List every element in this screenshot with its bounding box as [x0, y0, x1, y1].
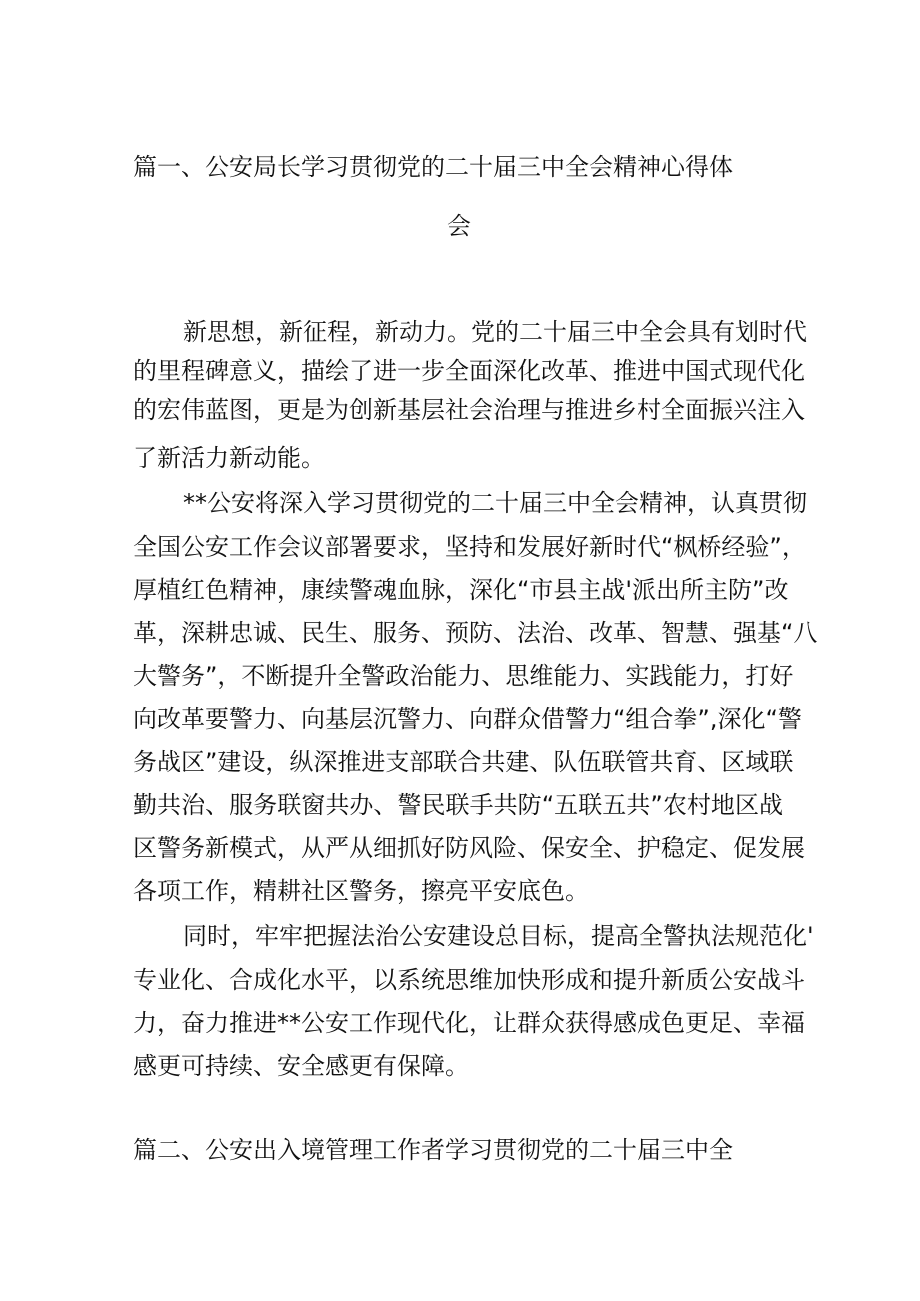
paragraph-3-line-2: 专业化、合成化水平，以系统思维加快形成和提升新质公安战斗 [133, 966, 805, 994]
paragraph-2-line-8: 勤共治、服务联窗共办、警民联手共防“五联五共”农村地区战 [133, 791, 783, 819]
section1-title-line1: 篇一、公安局长学习贯彻党的二十届三中全会精神心得体 [133, 153, 733, 181]
section1-title-line2: 会 [447, 212, 471, 240]
paragraph-2-line-3: 厚植红色精神，康续警魂血脉，深化“市县主战'派出所主防”改 [133, 576, 789, 604]
paragraph-1-line-1: 新思想，新征程，新动力。党的二十届三中全会具有划时代 [183, 318, 807, 346]
paragraph-2-line-10: 各项工作，精耕社区警务，擦亮平安底色。 [133, 877, 589, 905]
section2-title-line1: 篇二、公安出入境管理工作者学习贯彻党的二十届三中全 [133, 1136, 733, 1164]
paragraph-3-line-4: 感更可持续、安全感更有保障。 [133, 1052, 469, 1080]
paragraph-1-line-2: 的里程碑意义，描绘了进一步全面深化改革、推进中国式现代化 [133, 357, 805, 385]
paragraph-2-line-9: 区警务新模式，从严从细抓好防风险、保安全、护稳定、促发展 [133, 834, 805, 862]
paragraph-1-line-4: 了新活力新动能。 [133, 444, 325, 472]
paragraph-2-line-5: 大警务”，不断提升全警政治能力、思维能力、实践能力，打好 [133, 662, 794, 690]
paragraph-3-line-3: 力，奋力推进**公安工作现代化，让群众获得感成色更足、幸福 [133, 1009, 805, 1037]
paragraph-2-line-1: **公安将深入学习贯彻党的二十届三中全会精神，认真贯彻 [183, 489, 807, 517]
paragraph-1-line-3: 的宏伟蓝图，更是为创新基层社会治理与推进乡村全面振兴注入 [133, 396, 805, 424]
paragraph-3-line-1: 同时，牢牢把握法治公安建设总目标，提高全警执法规范化' [183, 922, 814, 950]
paragraph-2-line-4: 革，深耕忠诚、民生、服务、预防、法治、改革、智慧、强基“八 [133, 619, 818, 647]
paragraph-2-line-2: 全国公安工作会议部署要求，坚持和发展好新时代“枫桥经验”， [133, 533, 806, 561]
paragraph-2-line-7: 务战区”建设，纵深推进支部联合共建、队伍联管共育、区域联 [133, 748, 794, 776]
paragraph-2-line-6: 向改革要警力、向基层沉警力、向群众借警力“组合拳”,深化“警 [133, 705, 802, 733]
